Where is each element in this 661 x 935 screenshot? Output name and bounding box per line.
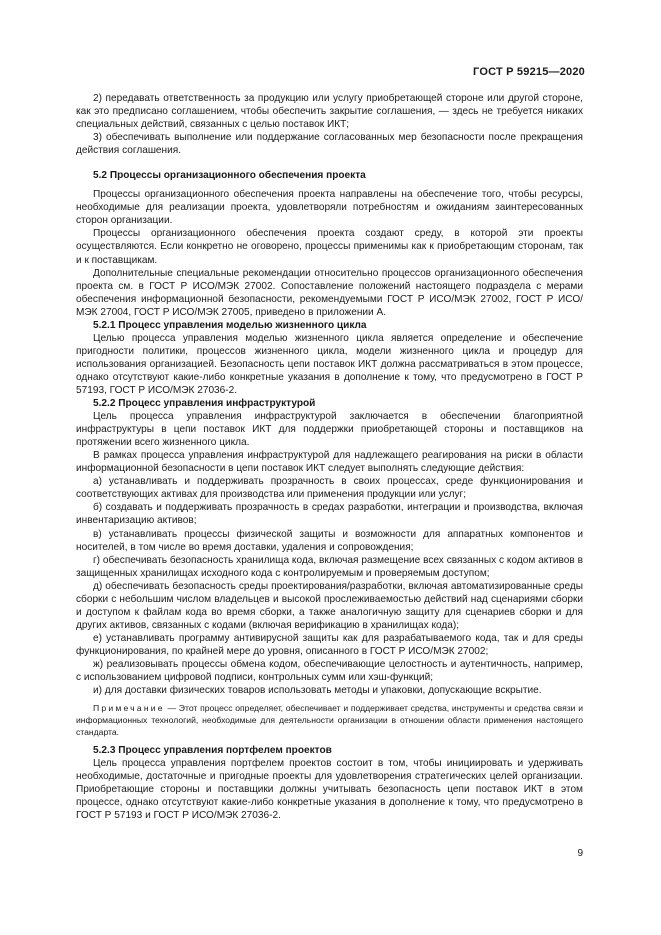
- body-paragraph: е) устанавливать программу антивирусной защиты как для разрабатываемого кода, так и для среды функционирования, по крайней мере до уровня, описанного в ГОСТ Р ИСО/МЭК 27002;: [76, 632, 583, 657]
- section-heading: 5.2 Процессы организационного обеспечения проекта: [93, 170, 366, 182]
- body-paragraph: Дополнительные специальные рекомендации относительно процессов организационного обеспечения проекта см. в ГОСТ Р ИСО/МЭК 27002. Сопоставление положений настоящего подраздела с мерами обеспечения информационной безопасности, рекомендуемыми ГОСТ Р ИСО/МЭК 27002, ГОСТ Р ИСО/МЭК 27004, ГОСТ Р ИСО/МЭК 27005, приведено в приложении А.: [76, 267, 583, 318]
- body-paragraph: в) устанавливать процессы физической защиты и возможности для аппаратных компонентов и носителей, в том числе во время доставки, удаления и сопровождения;: [76, 528, 583, 553]
- note-paragraph: [76, 702, 583, 738]
- page-number: 9: [577, 848, 583, 859]
- body-paragraph: г) обеспечивать безопасность хранилища кода, включая размещение всех связанных с кодом активов в защищенных хранилищах исходного кода с контролируемым и проверяемым доступом;: [76, 554, 583, 579]
- body-paragraph: а) устанавливать и поддерживать прозрачность в своих процессах, среде функционирования и соответствующих активах для производства или применения продукции или услуг;: [76, 476, 583, 501]
- section-heading: 5.2.2 Процесс управления инфраструктурой: [93, 398, 316, 410]
- body-paragraph: 3) обеспечивать выполнение или поддержание согласованных мер безопасности после прекращения действия соглашения.: [76, 132, 583, 157]
- body-paragraph: Процессы организационного обеспечения проекта направлены на обеспечение того, чтобы ресурсы, необходимые для реализации проекта, удовлетворяли потребностям и ожиданиям заинтересованных сторон организации.: [76, 189, 583, 227]
- section-heading: 5.2.3 Процесс управления портфелем проектов: [93, 745, 332, 757]
- note-text: — Этот процесс определяет, обеспечивает и поддерживает средства, инструменты и средства связи и информационных технологий, необходимые для деятельности организации в отношении области применения настоящего стандарта.: [76, 703, 583, 738]
- body-paragraph: д) обеспечивать безопасность среды проектирования/разработки, включая автоматизированные среды сборки с небольшим числом владельцев и высокой прослеживаемостью действий над сценариями сборки и доступом к файлам кода во время сборки, а также аналогичную защиту для сценариев сборки и для других активов, связанных с кодами (включая верификацию в хранилищах кода);: [76, 580, 583, 631]
- document-header-standard-id: ГОСТ Р 59215—2020: [473, 66, 585, 78]
- body-paragraph: ж) реализовывать процессы обмена кодом, обеспечивающие целостность и аутентичность, например, с использованием цифровой подписи, контрольных сумм или хэш-функций;: [76, 658, 583, 684]
- body-paragraph: Целью процесса управления моделью жизненного цикла является определение и обеспечение пригодности политики, процессов жизненного цикла, модели жизненного цикла и процедур для использования организацией. Безопасность цепи поставок ИКТ должна рассматриваться в этом процессе, однако отсутствуют какие-либо конкретные указания в дополнение к тому, что предусмотрено в ГОСТ Р 57193, ГОСТ Р ИСО/МЭК 27036-2.: [76, 332, 583, 396]
- section-heading: 5.2.1 Процесс управления моделью жизненного цикла: [93, 319, 367, 331]
- body-paragraph: Процессы организационного обеспечения проекта создают среду, в которой эти проекты осуществляются. Если конкретно не оговорено, процессы применимы как к приобретающим сторонам, так и к поставщикам.: [76, 228, 583, 266]
- body-paragraph: В рамках процесса управления инфраструктурой для надлежащего реагирования на риски в области информационной безопасности в цепи поставок ИКТ следует выполнять следующие действия:: [76, 450, 583, 475]
- body-paragraph: Цель процесса управления портфелем проектов состоит в том, чтобы инициировать и удерживать необходимые, достаточные и пригодные проекты для удовлетворения стратегических целей организации. Приобретающие стороны и поставщики должны учитывать безопасность цепи поставок ИКТ в этом процессе, однако отсутствуют какие-либо конкретные указания в дополнение к тому, что предусмотрено в ГОСТ Р 57193 и ГОСТ Р ИСО/МЭК 27036-2.: [76, 758, 583, 822]
- body-paragraph: б) создавать и поддерживать прозрачность в средах разработки, интеграции и производства, включая инвентаризацию активов;: [76, 502, 583, 527]
- note-label: Примечание: [93, 703, 165, 714]
- body-paragraph: и) для доставки физических товаров использовать методы и упаковки, допускающие вскрытие.: [93, 685, 542, 697]
- document-body: [76, 92, 583, 822]
- body-paragraph: 2) передавать ответственность за продукцию или услугу приобретающей стороне или другой стороне, как это предписано соглашением, чтобы обеспечить закрытие соглашения, — здесь не требуется никаких специальных действий, связанных с целью поставок ИКТ;: [76, 93, 583, 131]
- body-paragraph: Цель процесса управления инфраструктурой заключается в обеспечении благоприятной инфраструктуры в цепи поставок ИКТ для поддержки приобретающей стороны и поставщиков на протяжении всего жизненного цикла.: [76, 411, 583, 449]
